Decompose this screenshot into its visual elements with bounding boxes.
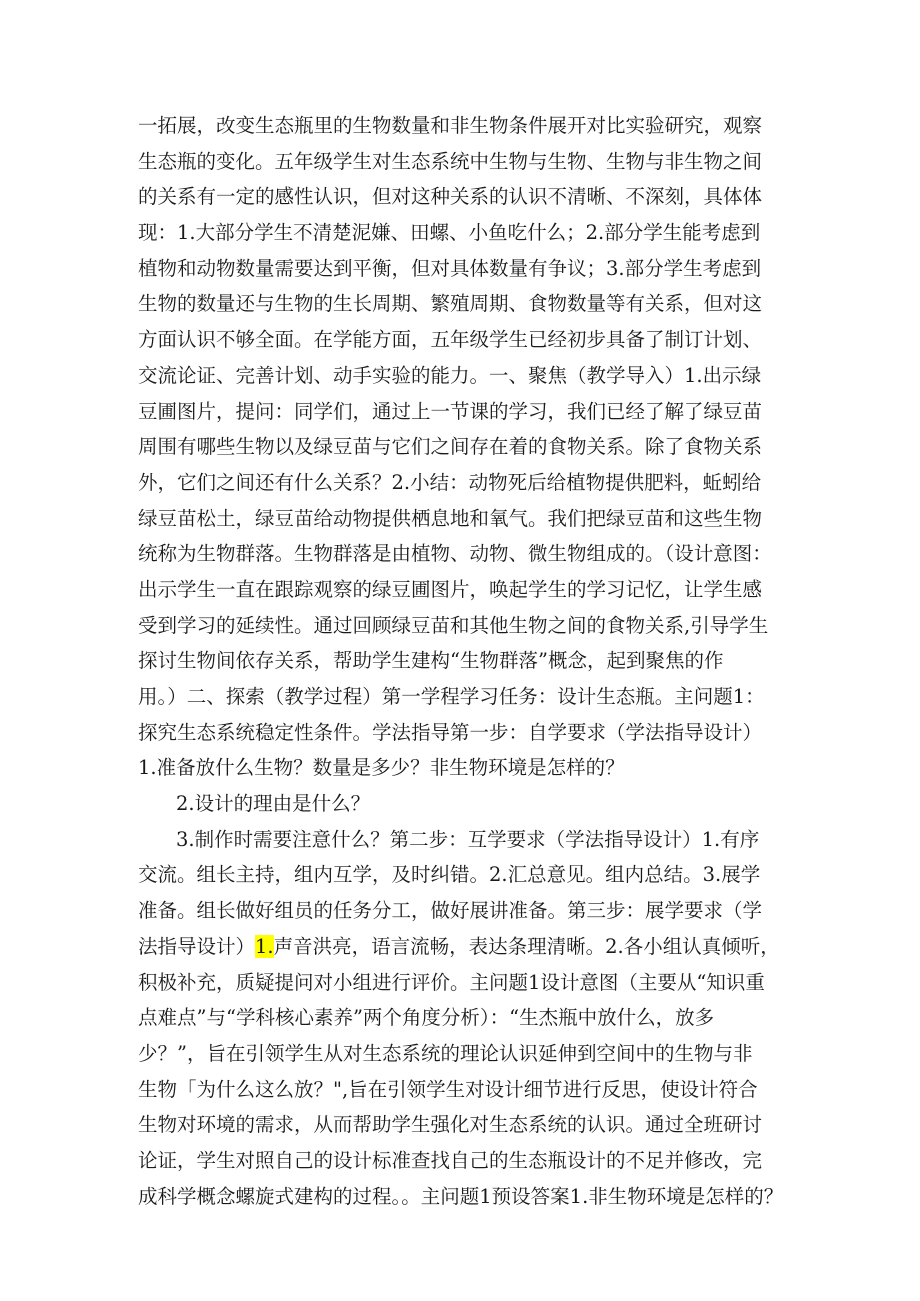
text-line: 探究生态系统稳定性条件。学法指导第一步：自学要求（学法指导设计） — [138, 720, 763, 744]
text-line: 植物和动物数量需要达到平衡，但对具体数量有争议；3.部分学生考虑到 — [138, 256, 762, 280]
text-line: 外，它们之间还有什么关系？2.小结：动物死后给植物提供肥料，蚯蚓给 — [138, 470, 762, 494]
text-line: 探讨生物间依存关系，帮助学生建构“生物群落”概念，起到聚焦的作 — [138, 649, 724, 673]
text-line: 1.准备放什么生物？数量是多少？非生物环境是怎样的？ — [138, 756, 625, 780]
text-line-indented: 2.设计的理由是什么？ — [176, 792, 371, 816]
text-line: 生物对环境的需求，从而帮助学生强化对生态系统的认识。通过全班研讨 — [138, 1113, 763, 1137]
text-line: 的关系有一定的感性认识，但对这种关系的认识不清晰、不深刻，具体体 — [138, 185, 763, 209]
text-line: 绿豆苗松土，绿豆苗给动物提供栖息地和氧气。我们把绿豆苗和这些生物 — [138, 506, 763, 530]
text-line: 一拓展，改变生态瓶里的生物数量和非生物条件展开对比实验研究，观察 — [138, 114, 763, 137]
text-line: 现：1.大部分学生不清楚泥嫌、田螺、小鱼吃什么；2.部分学生能考虑到 — [138, 221, 761, 245]
text-line-highlighted — [138, 929, 798, 965]
text-line: 方面认识不够全面。在学能方面，五年级学生已经初步具备了制订计划、 — [138, 328, 763, 352]
text-line: 周围有哪些生物以及绿豆苗与它们之间存在着的食物关系。除了食物关系 — [138, 435, 763, 459]
text-segment: 声音洪亮，语言流畅，表达条理清晰。2.各小组认真倾听， — [273, 934, 780, 958]
text-line: 统称为生物群落。生物群落是由植物、动物、微生物组成的。（设计意图： — [138, 542, 772, 566]
text-line: 少？”，旨在引领学生从对生态系统的理论认识延伸到空间中的生物与非 — [138, 1041, 753, 1065]
text-line: 生物「为什么这么放？",旨在引领学生对设计细节进行反思，使设计符合 — [138, 1077, 758, 1101]
text-segment: 法指导设计） — [138, 934, 256, 958]
text-line: 豆圃图片，提问：同学们，通过上一节课的学习，我们已经了解了绿豆苗 — [138, 399, 763, 423]
text-line: 成科学概念螺旋式建构的过程。。主问题1预设答案1.非生物环境是怎样的？ — [138, 1184, 784, 1208]
text-line: 点难点”与“学科核心素养”两个角度分析）：“生杰瓶中放什么，放多 — [138, 1006, 715, 1030]
text-line: 积极补充，质疑提问对小组进行评价。主问题1设计意图（主要从“知识重 — [138, 970, 765, 994]
text-line-indented: 3.制作时需要注意什么？第二步：互学要求（学法指导设计）1.有序 — [176, 827, 760, 851]
text-line: 论证，学生对照自己的设计标准查找自己的生态瓶设计的不足并修改，完 — [138, 1148, 763, 1172]
body-text — [138, 108, 798, 1214]
text-line: 出示学生一直在跟踪观察的绿豆圃图片，唤起学生的学习记忆，让学生感 — [138, 577, 763, 601]
text-line: 生态瓶的变化。五年级学生对生态系统中生物与生物、生物与非生物之间 — [138, 149, 763, 173]
text-line: 生物的数量还与生物的生长周期、繁殖周期、食物数量等有关系，但对这 — [138, 292, 763, 316]
text-line: 受到学习的延续性。通过回顾绿豆苗和其他生物之间的食物关系,引导学生 — [138, 613, 769, 637]
text-line: 交流论证、完善计划、动手实验的能力。一、聚焦（教学导入）1.出示绿 — [138, 363, 762, 387]
text-line: 用。）二、探索（教学过程）第一学程学习任务：设计生态瓶。主问题1： — [138, 685, 765, 708]
text-line: 交流。组长主持，组内互学，及时纠错。2.汇总意见。组内总结。3.展学 — [138, 863, 761, 887]
highlight-mark: 1. — [255, 934, 274, 958]
text-line: 准备。组长做好组员的任务分工，做好展讲准备。第三步：展学要求（学 — [138, 899, 763, 923]
